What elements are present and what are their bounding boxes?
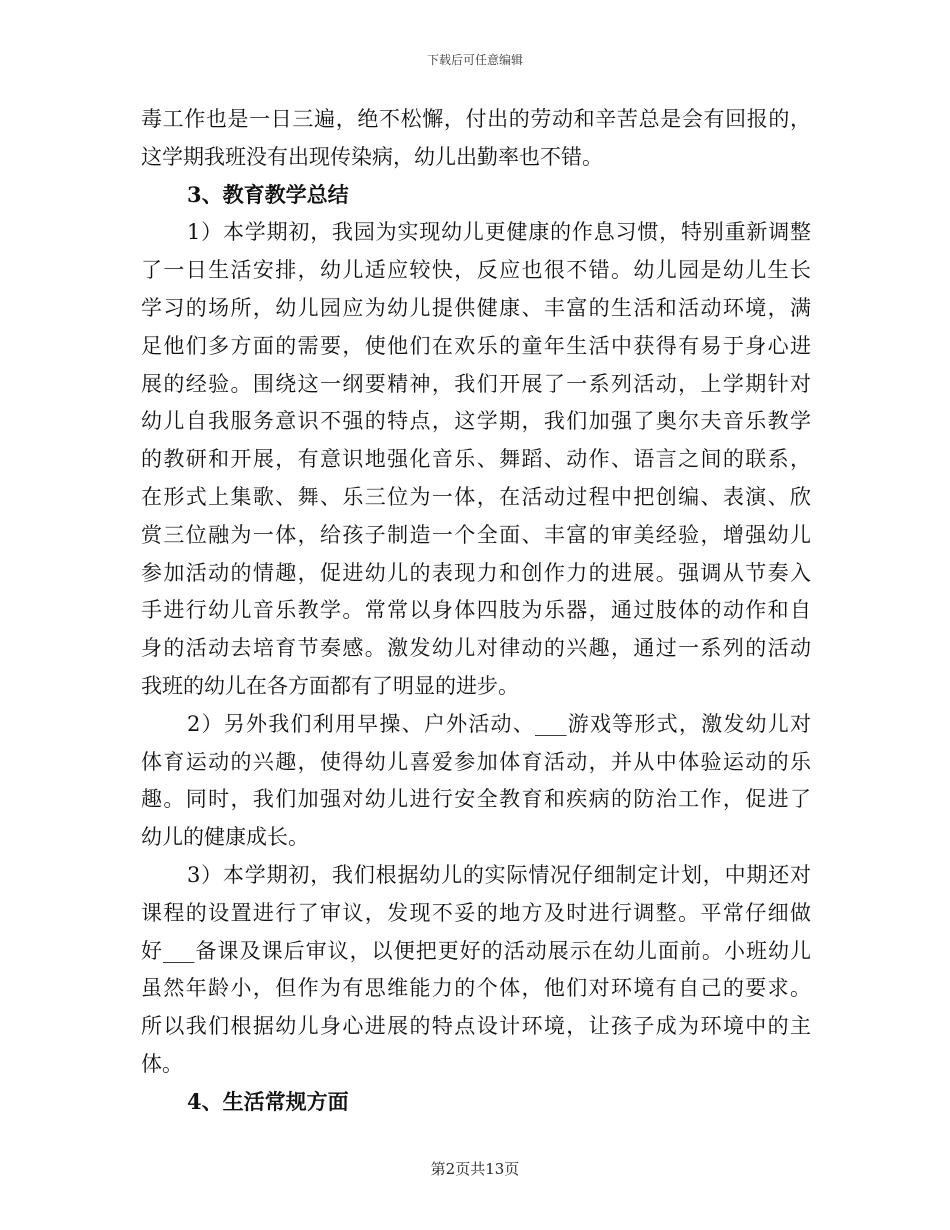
paragraph-line: 幼儿的健康成长。 bbox=[141, 825, 309, 850]
paragraph-line: 手进行幼儿音乐教学。常常以身体四肢为乐器，通过肢体的动作和自 bbox=[141, 598, 811, 623]
paragraph-line: 虽然年龄小，但作为有思维能力的个体，他们对环境有自己的要求。 bbox=[141, 976, 811, 1001]
paragraph-line: 的教研和开展，有意识地强化音乐、舞蹈、动作、语言之间的联系， bbox=[141, 447, 811, 472]
paragraph-line: 这学期我班没有出现传染病，幼儿出勤率也不错。 bbox=[141, 144, 603, 169]
paragraph-line: 所以我们根据幼儿身心进展的特点设计环境，让孩子成为环境中的主 bbox=[141, 1014, 811, 1039]
paragraph-line: 趣。同时，我们加强对幼儿进行安全教育和疾病的防治工作，促进了 bbox=[141, 787, 811, 812]
paragraph-line: 体。 bbox=[141, 1052, 183, 1076]
paragraph-line: 毒工作也是一日三遍，绝不松懈，付出的劳动和辛苦总是会有回报的， bbox=[141, 107, 811, 131]
section-heading: 4、生活常规方面 bbox=[187, 1088, 349, 1114]
paragraph-line: 学习的场所，幼儿园应为幼儿提供健康、丰富的生活和活动环境，满 bbox=[141, 296, 811, 320]
paragraph-line: 体育运动的兴趣，使得幼儿喜爱参加体育活动，并从中体验运动的乐 bbox=[141, 749, 811, 774]
paragraph-line: 3）本学期初，我们根据幼儿的实际情况仔细制定计划，中期还对 bbox=[187, 863, 811, 887]
paragraph-line: 赏三位融为一体，给孩子制造一个全面、丰富的审美经验，增强幼儿 bbox=[141, 522, 811, 547]
paragraph-line: 好___备课及课后审议，以便把更好的活动展示在幼儿面前。小班幼儿 bbox=[141, 938, 811, 963]
paragraph-line: 在形式上集歌、舞、乐三位为一体，在活动过程中把创编、表演、欣 bbox=[141, 485, 811, 509]
paragraph-line: 我班的幼儿在各方面都有了明显的进步。 bbox=[141, 674, 519, 698]
paragraph-line: 课程的设置进行了审议，发现不妥的地方及时进行调整。平常仔细做 bbox=[141, 900, 811, 925]
section-heading: 3、教育教学总结 bbox=[187, 181, 349, 207]
paragraph-line: 幼儿自我服务意识不强的特点，这学期，我们加强了奥尔夫音乐教学 bbox=[141, 409, 811, 434]
page-footer: 第2页共13页 bbox=[430, 1160, 520, 1178]
header-note: 下载后可任意编辑 bbox=[426, 53, 523, 67]
paragraph-line: 展的经验。围绕这一纲要精神，我们开展了一系列活动，上学期针对 bbox=[141, 371, 811, 396]
paragraph-line: 2）另外我们利用早操、户外活动、___游戏等形式，激发幼儿对 bbox=[187, 711, 811, 736]
paragraph-line: 1）本学期初，我园为实现幼儿更健康的作息习惯，特别重新调整 bbox=[187, 220, 811, 245]
paragraph-line: 参加活动的情趣，促进幼儿的表现力和创作力的进展。强调从节奏入 bbox=[141, 560, 811, 585]
paragraph-line: 了一日生活安排，幼儿适应较快，反应也很不错。幼儿园是幼儿生长 bbox=[141, 258, 811, 283]
paragraph-line: 身的活动去培育节奏感。激发幼儿对律动的兴趣，通过一系列的活动 bbox=[141, 636, 811, 661]
paragraph-line: 足他们多方面的需要，使他们在欢乐的童年生活中获得有易于身心进 bbox=[141, 333, 811, 358]
